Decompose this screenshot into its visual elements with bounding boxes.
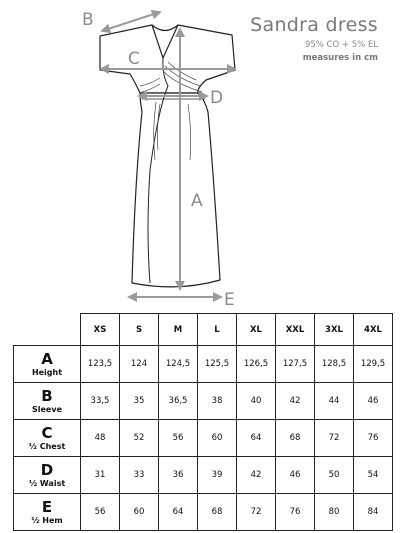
fabric-composition: 95% CO + 5% EL — [304, 40, 378, 50]
measurement-units: measures in cm — [302, 53, 378, 63]
table-cell: 36,5 — [159, 383, 198, 420]
table-cell: 127,5 — [276, 346, 315, 383]
table-cell: 44 — [315, 383, 354, 420]
row-label: ½ Waist — [28, 478, 66, 488]
size-m-header: M — [159, 314, 198, 346]
table-cell: 33 — [120, 457, 159, 494]
table-row-height — [14, 346, 393, 383]
table-cell: 125,5 — [198, 346, 237, 383]
row-head — [14, 494, 81, 531]
table-cell: 76 — [276, 494, 315, 531]
table-row-sleeve — [14, 383, 393, 420]
table-cell: 64 — [159, 494, 198, 531]
table-cell: 50 — [315, 457, 354, 494]
table-cell: 35 — [120, 383, 159, 420]
row-label: Height — [31, 367, 63, 377]
table-cell: 42 — [276, 383, 315, 420]
product-name: Sandra dress — [250, 14, 378, 36]
label-a: A — [191, 191, 203, 211]
table-cell: 48 — [81, 420, 120, 457]
size-xs-header: XS — [81, 314, 120, 346]
table-cell: 46 — [354, 383, 393, 420]
row-label: Sleeve — [32, 404, 62, 414]
table-cell: 60 — [120, 494, 159, 531]
label-d: D — [210, 88, 224, 108]
size-chart-table — [13, 313, 393, 531]
table-cell: 128,5 — [315, 346, 354, 383]
table-cell: 64 — [237, 420, 276, 457]
size-4xl-header: 4XL — [354, 314, 393, 346]
product-heading — [250, 14, 378, 63]
table-cell: 52 — [120, 420, 159, 457]
label-e: E — [224, 290, 235, 310]
size-3xl-header: 3XL — [315, 314, 354, 346]
table-cell: 68 — [198, 494, 237, 531]
table-cell: 129,5 — [354, 346, 393, 383]
table-cell: 80 — [315, 494, 354, 531]
corner-cell — [14, 314, 81, 346]
label-b: B — [82, 10, 94, 30]
table-cell: 40 — [237, 383, 276, 420]
table-cell: 72 — [237, 494, 276, 531]
table-cell: 124,5 — [159, 346, 198, 383]
row-head — [14, 420, 81, 457]
size-s-header: S — [120, 314, 159, 346]
row-letter: E — [41, 497, 53, 516]
table-cell: 42 — [237, 457, 276, 494]
table-cell: 126,5 — [237, 346, 276, 383]
table-cell: 36 — [159, 457, 198, 494]
table-cell: 124 — [120, 346, 159, 383]
size-l-header: L — [198, 314, 237, 346]
table-cell: 38 — [198, 383, 237, 420]
table-cell: 46 — [276, 457, 315, 494]
table-cell: 56 — [81, 494, 120, 531]
size-header-row — [14, 314, 393, 346]
dress-outline — [100, 25, 235, 287]
table-cell: 84 — [354, 494, 393, 531]
row-head — [14, 346, 81, 383]
table-cell: 33,5 — [81, 383, 120, 420]
row-letter: A — [41, 349, 53, 368]
table-cell: 54 — [354, 457, 393, 494]
table-row-hem — [14, 494, 393, 531]
table-cell: 31 — [81, 457, 120, 494]
row-label: ½ Hem — [31, 515, 63, 525]
row-letter: B — [41, 386, 53, 405]
row-label: ½ Chest — [28, 441, 66, 451]
table-cell: 68 — [276, 420, 315, 457]
size-xl-header: XL — [237, 314, 276, 346]
label-c: C — [128, 49, 140, 69]
table-cell: 76 — [354, 420, 393, 457]
table-cell: 72 — [315, 420, 354, 457]
table-row-chest — [14, 420, 393, 457]
table-cell: 56 — [159, 420, 198, 457]
table-cell: 123,5 — [81, 346, 120, 383]
table-cell: 60 — [198, 420, 237, 457]
table-cell: 39 — [198, 457, 237, 494]
row-letter: D — [40, 460, 54, 479]
size-xxl-header: XXL — [276, 314, 315, 346]
row-letter: C — [41, 423, 53, 442]
row-head — [14, 457, 81, 494]
table-row-waist — [14, 457, 393, 494]
row-head — [14, 383, 81, 420]
